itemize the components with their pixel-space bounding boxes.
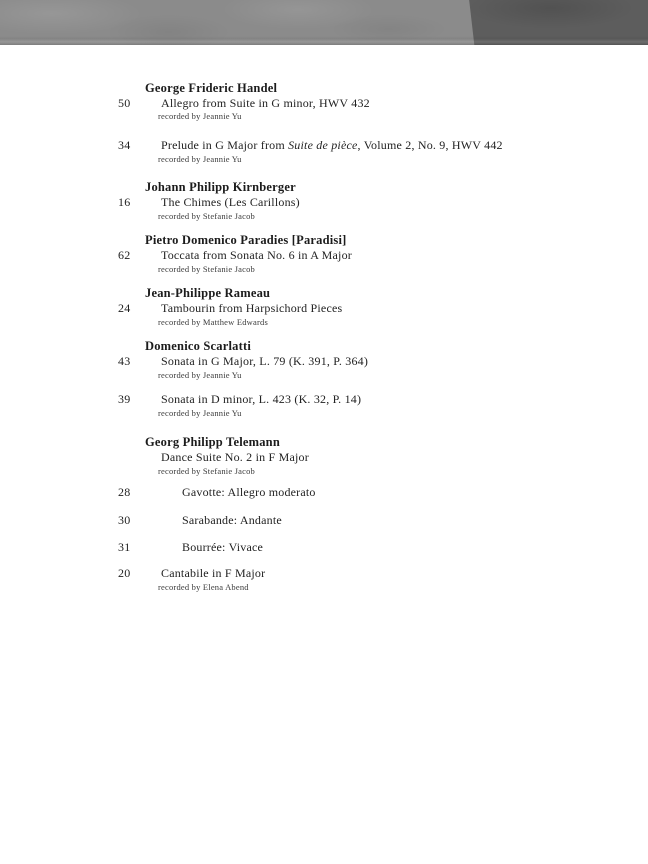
recording-credit: recorded by Stefanie Jacob — [158, 264, 256, 274]
piece-title: Sonata in D minor, L. 423 (K. 32, P. 14) — [161, 392, 362, 406]
recording-credit: recorded by Stefanie Jacob — [158, 466, 256, 476]
page-number: 43 — [118, 354, 131, 368]
movement-title: Gavotte: Allegro moderato — [182, 485, 316, 499]
piece-title: The Chimes (Les Carillons) — [161, 195, 300, 209]
page-number: 24 — [118, 301, 131, 315]
recording-credit: recorded by Matthew Edwards — [158, 317, 268, 327]
piece-title: Sonata in G Major, L. 79 (K. 391, P. 364) — [161, 354, 369, 368]
recording-credit: recorded by Jeannie Yu — [158, 111, 242, 121]
movement-title: Bourrée: Vivace — [182, 540, 264, 554]
page-number: 62 — [118, 248, 131, 262]
piece-title-suffix: , Volume 2, No. 9, HWV 442 — [357, 138, 503, 152]
piece-title: Allegro from Suite in G minor, HWV 432 — [161, 96, 370, 110]
page-number: 50 — [118, 96, 131, 110]
composer-name: Jean-Philippe Rameau — [145, 286, 271, 300]
recording-credit: recorded by Jeannie Yu — [158, 408, 242, 418]
page-number: 30 — [118, 513, 131, 527]
piece-title — [161, 139, 503, 151]
composer-name: Johann Philipp Kirnberger — [145, 180, 296, 194]
page-number: 28 — [118, 485, 131, 499]
recording-credit: recorded by Elena Abend — [158, 582, 249, 592]
page-number: 20 — [118, 566, 131, 580]
recording-credit: recorded by Stefanie Jacob — [158, 211, 256, 221]
page-number: 39 — [118, 392, 131, 406]
page-number: 31 — [118, 540, 131, 554]
piece-title: Cantabile in F Major — [161, 566, 266, 580]
piece-title-italic: Suite de pièce — [288, 138, 358, 152]
recording-credit: recorded by Jeannie Yu — [158, 370, 242, 380]
piece-title: Tambourin from Harpsichord Pieces — [161, 301, 343, 315]
recording-credit: recorded by Jeannie Yu — [158, 154, 242, 164]
page-number: 34 — [118, 138, 131, 152]
page-number: 16 — [118, 195, 131, 209]
composer-name: Pietro Domenico Paradies [Paradisi] — [145, 233, 347, 247]
composer-name: Georg Philipp Telemann — [145, 435, 280, 449]
piece-title-prefix: Prelude in G Major from — [161, 138, 289, 152]
movement-title: Sarabande: Andante — [182, 513, 282, 527]
piece-title: Toccata from Sonata No. 6 in A Major — [161, 248, 352, 262]
piece-title: Dance Suite No. 2 in F Major — [161, 450, 309, 464]
composer-name: Domenico Scarlatti — [145, 339, 252, 353]
composer-name: George Frideric Handel — [145, 81, 278, 95]
